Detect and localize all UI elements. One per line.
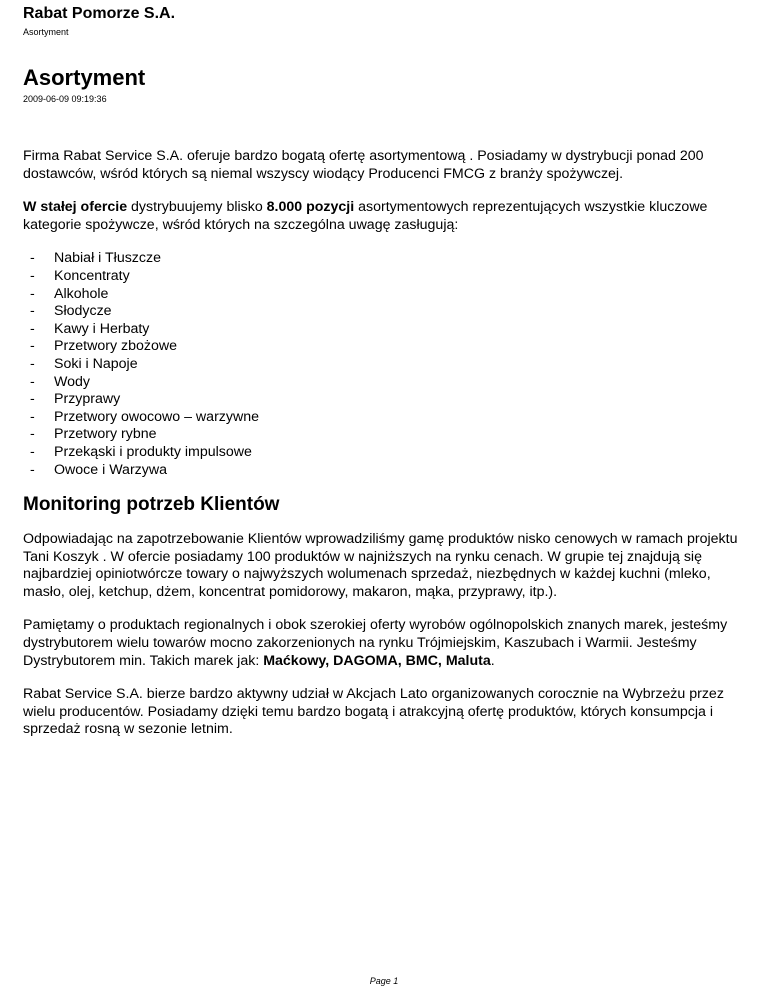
site-title: Rabat Pomorze S.A. (23, 5, 176, 22)
regional-end: . (490, 652, 495, 669)
page-number: Page 1 (369, 976, 399, 986)
section-heading-monitoring: Monitoring potrzeb Klientów (23, 494, 280, 516)
list-item: - Przetwory rybne (23, 426, 753, 444)
list-item: - Wody (23, 374, 753, 392)
list-item: - Soki i Napoje (23, 356, 753, 374)
monitoring-paragraph: Odpowiadając na zapotrzebowanie Klientów wprowadziliśmy gamę produktów nisko cenowych w ramach projektu Tani Koszyk . W ofercie posiadamy 100 produktów w najniższych na rynku cenach. W grupie tej znajdują się najbardziej opiniotwórcze towary o najwyższych wolumenach sprzedaż, niezbędnych w każdej kuchni (mleko, masło, olej, ketchup, dżem, koncentrat pomidorowy, makaron, mąka, przyprawy, itp.). (23, 531, 738, 600)
list-item: - Koncentraty (23, 268, 753, 286)
brand-names: Maćkowy, DAGOMA, BMC, Maluta (263, 652, 491, 669)
list-item: - Przetwory owocowo – warzywne (23, 409, 753, 427)
article-body (23, 148, 753, 755)
list-item: - Alkohole (23, 286, 753, 304)
offer-text-1: dystrybuujemy blisko (127, 199, 267, 216)
list-item: - Nabiał i Tłuszcze (23, 250, 753, 268)
list-item: - Przyprawy (23, 391, 753, 409)
list-item: - Przekąski i produkty impulsowe (23, 444, 753, 462)
intro-paragraph: Firma Rabat Service S.A. oferuje bardzo bogatą ofertę asortymentową . Posiadamy w dystrybucji ponad 200 dostawców, wśród których są niemal wszyscy wiodący Producenci FMCG z branży spożywczej. (23, 148, 704, 182)
page-title: Asortyment (23, 65, 146, 90)
summer-paragraph: Rabat Service S.A. bierze bardzo aktywny udział w Akcjach Lato organizowanych corocznie na Wybrzeżu przez wielu producentów. Posiadamy dzięki temu bardzo bogatą i atrakcyjną ofertę produktów, których konsumpcja i sprzedaż rosną w sezonie letnim. (23, 686, 724, 738)
offer-text-2: asortymentowych reprezentujących wszystkie kluczowe kategorie spożywcze, wśród których na szczególna uwagę zasługują: (23, 199, 708, 233)
category-list (23, 250, 753, 479)
offer-paragraph (23, 199, 753, 234)
list-item: - Owoce i Warzywa (23, 462, 753, 480)
list-item: - Kawy i Herbaty (23, 321, 753, 339)
regional-text: Pamiętamy o produktach regionalnych i obok szerokiej oferty wyrobów ogólnopolskich znanych marek, jesteśmy dystrybutorem wielu towarów mocno zakorzenionych na rynku Trójmiejskim, Kaszubach i Warmii. Jesteśmy Dystrybutorem min. Takich marek jak: (23, 617, 728, 669)
list-item: - Przetwory zbożowe (23, 338, 753, 356)
regional-paragraph (23, 617, 753, 670)
offer-bold-1: W stałej ofercie (23, 199, 128, 216)
offer-bold-2: 8.000 pozycji (266, 199, 355, 216)
section-breadcrumb: Asortyment (23, 27, 69, 37)
list-item: - Słodycze (23, 303, 753, 321)
publish-date: 2009-06-09 09:19:36 (23, 94, 107, 104)
